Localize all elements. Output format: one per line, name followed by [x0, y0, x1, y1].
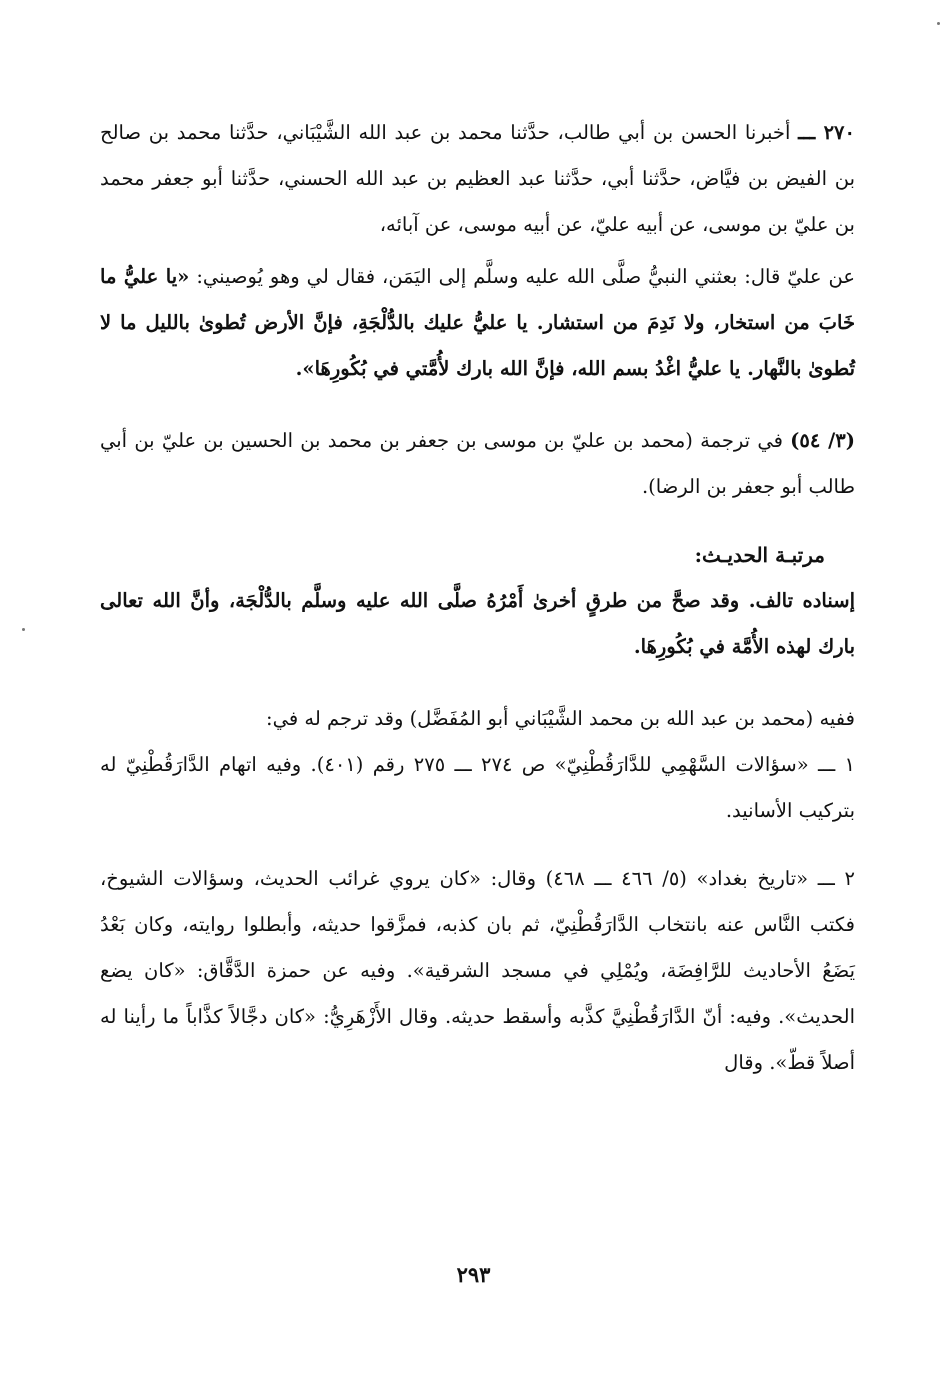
hadith-number: ٢٧٠ ـــ: [798, 121, 855, 144]
hadith-intro: عن عليّ قال: بعثني النبيُّ صلَّى الله عليه وسلَّم إلى اليَمَن، فقال لي وهو يُوصيني:: [196, 265, 855, 288]
scan-speck: [937, 22, 940, 25]
hadith-paragraph: [100, 110, 855, 248]
grade-heading: مرتبـة الحديـث:: [694, 543, 825, 567]
page-number: ٢٩٣: [456, 1262, 491, 1287]
scan-speck: [22, 628, 25, 631]
hadith-isnad: أخبرنا الحسن بن أبي طالب، حدَّثنا محمد بن عبد الله الشَّيْبَاني، حدَّثنا محمد بن صالح بن الفيض بن فيَّاض، حدَّثنا أبي، حدَّثنا عبد العظيم بن عبد الله الحسني، حدَّثنا أبو جعفر محمد بن عليّ بن موسى، عن أبيه عليّ، عن أبيه موسى، عن آبائه،: [100, 121, 855, 236]
reference-text: في ترجمة (محمد بن عليّ بن موسى بن جعفر بن محمد بن الحسين بن عليّ بن أبي طالب أبو جعفر بن الرضا).: [100, 429, 855, 498]
notes-item-1: ١ ـــ «سؤالات السَّهْمِي للدَّارَقُطْنِيّ» ص ٢٧٤ ـــ ٢٧٥ رقم (٤٠١). وفيه اتهام الدَّارَقُطْنِيّ له بتركيب الأسانيد.: [100, 753, 855, 822]
reference-paragraph: [100, 418, 855, 510]
hadith-matn: «يا عليُّ ما خَابَ من استخار، ولا نَدِمَ من استشار. يا عليُّ عليك بالدُّلْجَةِ، فإنَّ الأرض تُطوىٰ بالليل ما لا تُطوىٰ بالنَّهار. يا عليُّ اغْدُ بسم الله، فإنَّ الله بارك لأُمَّتي في بُكُورِهَا».: [100, 265, 855, 380]
notes-item-2: ٢ ـــ «تاريخ بغداد» (٥/ ٤٦٦ ـــ ٤٦٨) وقال: «كان يروي غرائب الحديث، وسؤالات الشيوخ، فكتب النَّاس عنه بانتخاب الدَّارَقُطْنِيّ، ثم بان كذبه، فمزَّقوا حديثه، وأبطلوا روايته، وكان بَعْدُ يَضَعُ الأحاديث للرَّافِضَة، ويُمْلِي في مسجد الشرقية». وفيه عن حمزة الدَّقَّاق: «كان يضع الحديث». وفيه: أنّ الدَّارَقُطْنِيَّ كذَّبه وأسقط حديثه. وقال الأَزْهَرِيُّ: «كان دجَّالاً كذَّاباً ما رأينا له أصلاً قطّ». وقال: [100, 867, 855, 1074]
reference-number: (٣/ ٥٤): [790, 429, 855, 452]
grade-text: إسناده تالف. وقد صحَّ من طرقٍ أخرىٰ أَمْرُهُ صلَّى الله عليه وسلَّم بالدُّلْجَة، وأنَّ الله تعالى بارك لهذه الأُمَّة في بُكُورِهَا.: [100, 589, 855, 658]
page-content: [100, 110, 855, 1086]
notes-intro: ففيه (محمد بن عبد الله بن محمد الشَّيْبَاني أبو المُفَضَّل) وقد ترجم له في:: [266, 707, 855, 730]
hadith-body: [100, 254, 855, 392]
